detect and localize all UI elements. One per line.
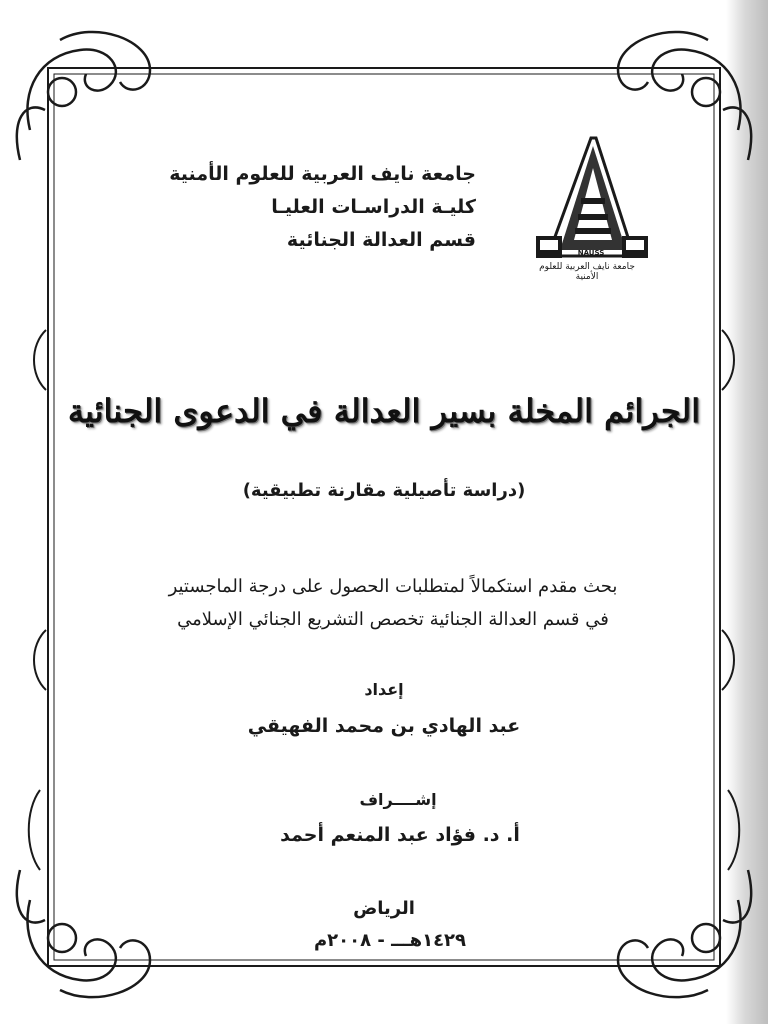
purpose-line-2: في قسم العدالة الجنائية تخصص التشريع الجنائي الإسلامي (177, 609, 609, 630)
thesis-title: الجرائم المخلة بسير العدالة في الدعوى الجنائية (67, 392, 701, 430)
department-name: قسم العدالة الجنائية (286, 229, 476, 251)
corner-ornament-top-left (17, 32, 150, 160)
college-name: كليـة الدراسـات العليـا (271, 196, 476, 218)
thesis-purpose (0, 570, 768, 636)
supervision-label: إشــــراف (359, 790, 437, 809)
emblem-latin-text: NAUSS (577, 249, 605, 257)
publication-date: ١٤٢٩هـــ - ٢٠٠٨م (313, 930, 467, 951)
author-name: عبد الهادي بن محمد الفهيقي (247, 715, 521, 737)
emblem-caption: جامعة نايف العربية للعلوم الأمنية (539, 262, 635, 282)
institution-header (169, 158, 476, 257)
university-name: جامعة نايف العربية للعلوم الأمنية (169, 163, 476, 185)
preparation-label: إعداد (364, 680, 404, 699)
city-name: الرياض (353, 898, 415, 919)
purpose-line-1: بحث مقدم استكمالاً لمتطلبات الحصول على درجة الماجستير (168, 576, 618, 597)
thesis-subtitle: (دراسة تأصيلية مقارنة تطبيقية) (242, 480, 526, 501)
supervisor-name: أ. د. فؤاد عبد المنعم أحمد (280, 824, 520, 846)
university-emblem-icon (526, 128, 656, 278)
